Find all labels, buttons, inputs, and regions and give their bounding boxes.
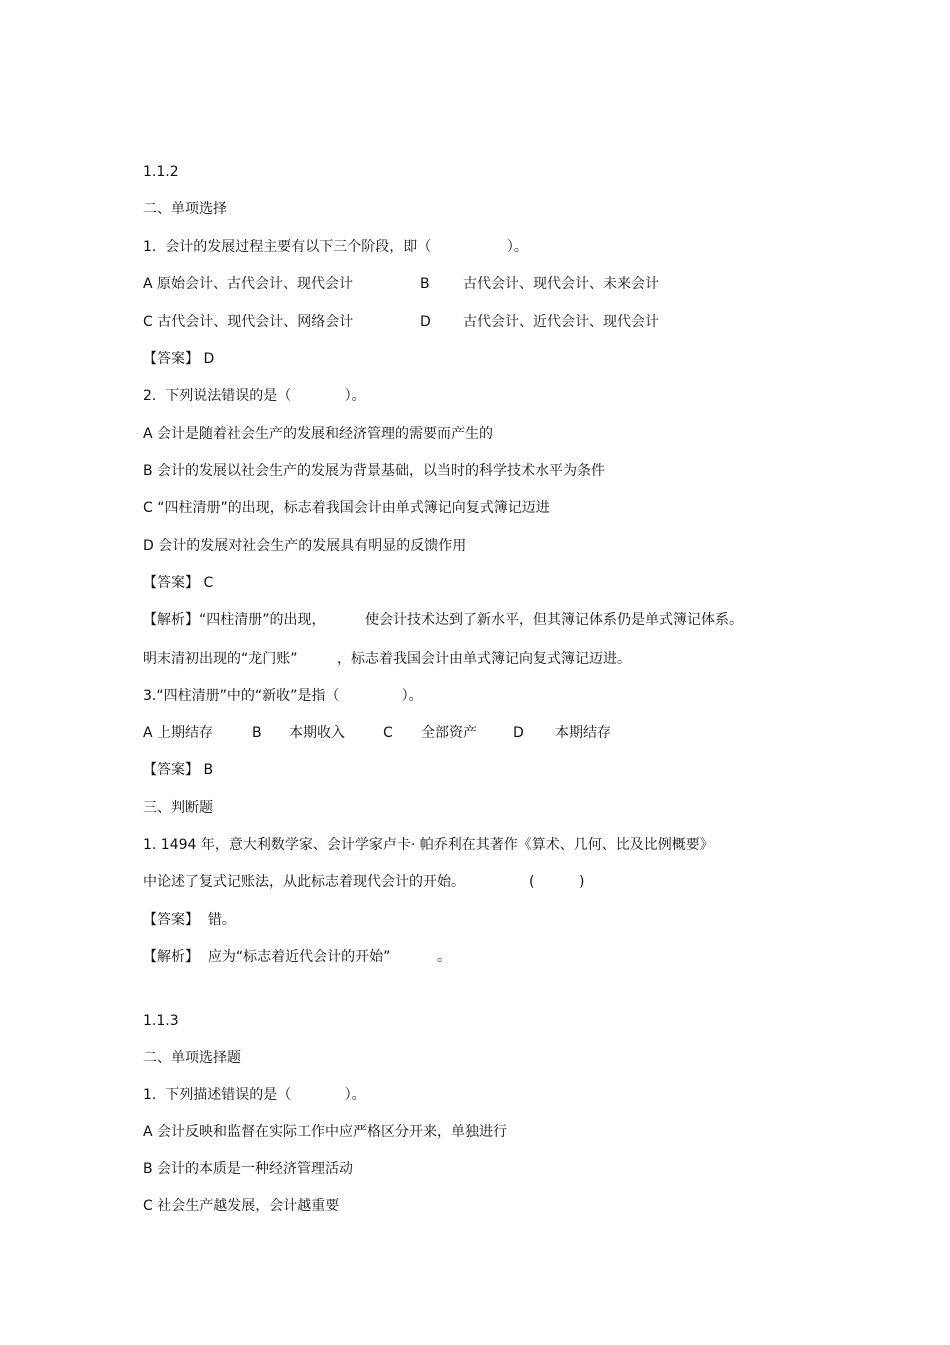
answer: 【答案】 错。: [143, 912, 236, 928]
question-stem: 2. 下列说法错误的是（ ）。: [143, 388, 366, 404]
question-stem: [143, 872, 585, 892]
option-b: B 会计的本质是一种经济管理活动: [143, 1161, 354, 1177]
question-stem: 1. 下列描述错误的是（ ）。: [143, 1087, 366, 1103]
analysis: [143, 610, 743, 630]
section-heading: 二、单项选择: [143, 201, 227, 217]
stem-text: 中论述了复式记账法，从此标志着现代会计的开始。: [143, 874, 465, 890]
question-stem: 1. 1494 年，意大利数学家、会计学家卢卡· 帕乔利在其著作《算术、几何、比及比例概要》: [143, 837, 714, 853]
option-d-letter: D: [420, 314, 431, 330]
analysis-part: 。: [437, 949, 451, 965]
option-c: C 社会生产越发展，会计越重要: [143, 1198, 340, 1214]
section-number: 1.1.2: [143, 164, 179, 180]
analysis: [143, 649, 631, 669]
option-d-text: 本期结存: [555, 725, 611, 741]
question-stem: 3.“四柱清册”中的“新收”是指（ ）。: [143, 688, 423, 704]
options-row: [143, 312, 659, 332]
options-row: [143, 723, 611, 743]
analysis-part: 【解析】“四柱清册”的出现，: [143, 612, 326, 628]
option-b-letter: B: [420, 276, 430, 292]
option-c-letter: C: [383, 725, 393, 741]
option-d: D 会计的发展对社会生产的发展具有明显的反馈作用: [143, 538, 467, 554]
analysis-part: ，标志着我国会计由单式簿记向复式簿记迈进。: [337, 651, 631, 667]
option-a: A 原始会计、古代会计、现代会计: [143, 276, 354, 292]
option-a: A 会计反映和监督在实际工作中应严格区分开来，单独进行: [143, 1124, 508, 1140]
question-stem: 1. 会计的发展过程主要有以下三个阶段，即（ ）。: [143, 239, 528, 255]
option-c: C “四柱清册”的出现，标志着我国会计由单式簿记向复式簿记迈进: [143, 500, 550, 516]
option-b-text: 本期收入: [289, 725, 345, 741]
options-row: [143, 274, 659, 294]
option-d-text: 古代会计、近代会计、现代会计: [463, 314, 659, 330]
section-number: 1.1.3: [143, 1013, 179, 1029]
section-heading: 二、单项选择题: [143, 1050, 241, 1066]
answer-blank: ( ): [529, 874, 585, 890]
option-d-letter: D: [513, 725, 524, 741]
option-b-letter: B: [252, 725, 262, 741]
option-b: B 会计的发展以社会生产的发展为背景基础，以当时的科学技术水平为条件: [143, 463, 606, 479]
option-c: C 古代会计、现代会计、网络会计: [143, 314, 354, 330]
answer: 【答案】 C: [143, 575, 214, 591]
option-a: A 上期结存: [143, 725, 214, 741]
option-c-text: 全部资产: [421, 725, 477, 741]
analysis-part: 明末清初出现的“龙门账”: [143, 651, 298, 667]
option-b-text: 古代会计、现代会计、未来会计: [463, 276, 659, 292]
answer: 【答案】 D: [143, 351, 215, 367]
analysis: [143, 947, 451, 967]
option-a: A 会计是随着社会生产的发展和经济管理的需要而产生的: [143, 426, 494, 442]
section-heading: 三、判断题: [143, 800, 213, 816]
answer: 【答案】 B: [143, 762, 214, 778]
analysis-part: 【解析】 应为“标志着近代会计的开始”: [143, 949, 391, 965]
analysis-part: 使会计技术达到了新水平，但其簿记体系仍是单式簿记体系。: [365, 612, 743, 628]
